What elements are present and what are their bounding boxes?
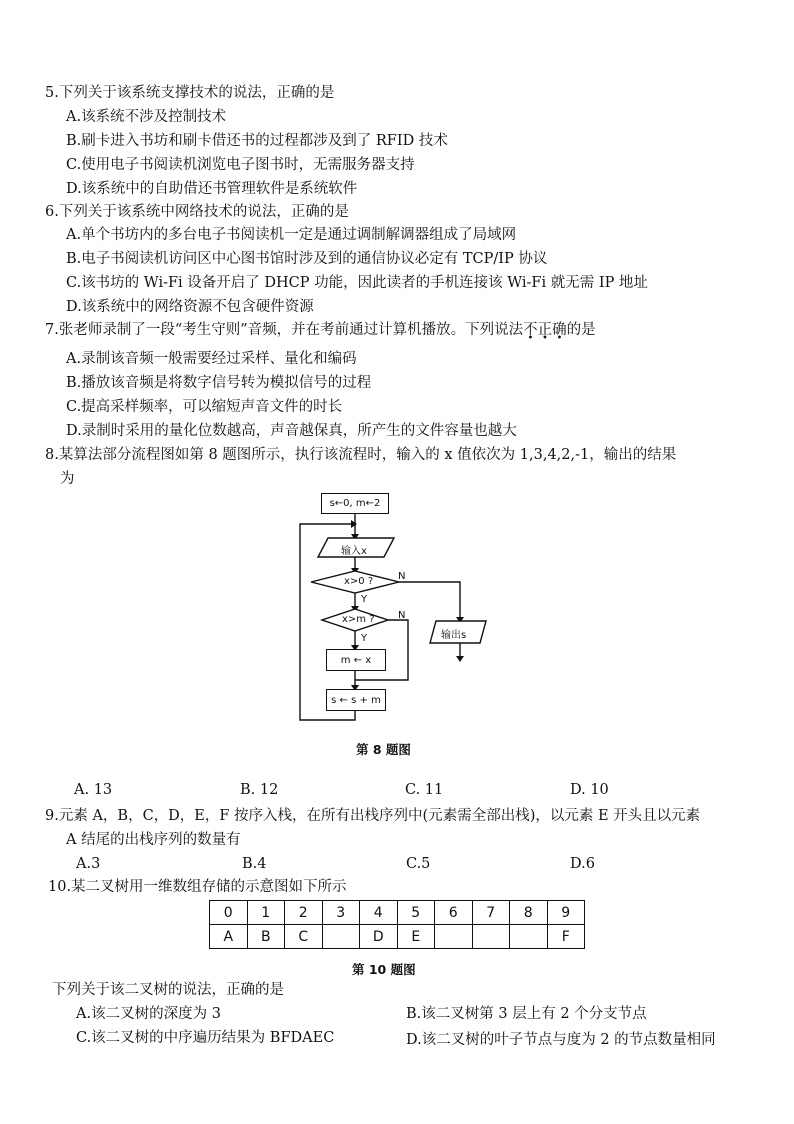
flowchart-connectors	[290, 490, 490, 730]
value-cell: C	[285, 925, 323, 949]
flow-output: 输出s	[441, 630, 467, 641]
emphasis-char: 正	[537, 322, 553, 338]
index-cell: 2	[285, 901, 323, 925]
value-cell	[435, 925, 473, 949]
q9-answer-d: D.6	[570, 856, 595, 872]
value-cell	[472, 925, 510, 949]
q8-answer-b: B. 12	[240, 782, 279, 798]
q9-answer-a: A.3	[76, 856, 101, 872]
q7-stem-part-b: 的是	[566, 322, 596, 338]
value-cell: B	[247, 925, 285, 949]
flow-cond1: x>0 ?	[344, 576, 374, 587]
q9-stem-line1: 9.元素 A，B，C，D，E，F 按序入栈，在所有出栈序列中(元素需全部出栈)，以元素 E 开头且以元素	[45, 808, 701, 824]
q5-option-b: B.刷卡进入书坊和刷卡借还书的过程都涉及到了 RFID 技术	[66, 133, 448, 149]
q8-answer-a: A. 13	[74, 782, 113, 798]
array-table	[209, 900, 585, 949]
q10-figure-caption: 第 10 题图	[352, 962, 416, 977]
index-cell: 9	[547, 901, 585, 925]
flow-label-y1: Y	[361, 594, 368, 605]
array-index-row	[210, 901, 585, 925]
q7-stem-part-a: 7.张老师录制了一段“考生守则”音频，并在考前通过计算机播放。下列说法	[45, 322, 524, 338]
flow-label-y2: Y	[361, 633, 368, 644]
index-cell: 0	[210, 901, 248, 925]
q7-option-d: D.录制时采用的量化位数越高，声音越保真，所产生的文件容量也越大	[66, 423, 517, 439]
q6-option-d: D.该系统中的网络资源不包含硬件资源	[66, 299, 314, 315]
flow-assign-m: m ← x	[326, 649, 386, 671]
q7-option-a: A.录制该音频一般需要经过采样、量化和编码	[66, 351, 357, 367]
q6-option-a: A.单个书坊内的多台电子书阅读机一定是通过调制解调器组成了局域网	[66, 227, 517, 243]
q10-option-a: A.该二叉树的深度为 3	[76, 1006, 221, 1022]
flow-init-box: s←0, m←2	[321, 493, 389, 514]
q8-stem-line2: 为	[60, 471, 75, 487]
q6-stem: 6.下列关于该系统中网络技术的说法，正确的是	[45, 204, 349, 220]
index-cell: 6	[435, 901, 473, 925]
flow-input: 输入x	[341, 546, 367, 557]
index-cell: 8	[510, 901, 548, 925]
q9-answer-b: B.4	[242, 856, 267, 872]
q7-option-c: C.提高采样频率，可以缩短声音文件的时长	[66, 399, 343, 415]
emphasis-char: 不	[523, 322, 538, 338]
q7-emphasis	[523, 322, 567, 338]
value-cell: D	[360, 925, 398, 949]
q8-figure-caption: 第 8 题图	[356, 742, 411, 757]
q9-answer-c: C.5	[406, 856, 431, 872]
value-cell: E	[397, 925, 435, 949]
q5-option-c: C.使用电子书阅读机浏览电子图书时，无需服务器支持	[66, 157, 415, 173]
q5-stem: 5.下列关于该系统支撑技术的说法，正确的是	[45, 85, 335, 101]
q10-option-c: C.该二叉树的中序遍历结果为 BFDAEC	[76, 1030, 335, 1046]
q8-answer-d: D. 10	[570, 782, 609, 798]
index-cell: 1	[247, 901, 285, 925]
emphasis-char: 确	[552, 322, 567, 338]
q6-option-c: C.该书坊的 Wi-Fi 设备开启了 DHCP 功能，因此读者的手机连接该 Wi-Fi 就无需 IP 地址	[66, 275, 648, 291]
q5-option-d: D.该系统中的自助借还书管理软件是系统软件	[66, 181, 358, 197]
array-value-row	[210, 925, 585, 949]
index-cell: 4	[360, 901, 398, 925]
q10-sub-stem: 下列关于该二叉树的说法，正确的是	[52, 982, 284, 998]
flow-label-n1: N	[398, 571, 406, 582]
q8-stem-line1: 8.某算法部分流程图如第 8 题图所示，执行该流程时，输入的 x 值依次为 1,3,4,2,-1，输出的结果	[45, 447, 677, 463]
q10-option-d: D.该二叉树的叶子节点与度为 2 的节点数量相同	[406, 1032, 716, 1048]
flow-assign-s: s ← s + m	[326, 689, 386, 711]
q5-option-a: A.该系统不涉及控制技术	[66, 109, 227, 125]
q8-answer-c: C. 11	[405, 782, 444, 798]
index-cell: 5	[397, 901, 435, 925]
q7-stem	[45, 320, 596, 340]
q6-option-b: B.电子书阅读机访问区中心图书馆时涉及到的通信协议必定有 TCP/IP 协议	[66, 251, 548, 267]
index-cell: 7	[472, 901, 510, 925]
q7-option-b: B.播放该音频是将数字信号转为模拟信号的过程	[66, 375, 372, 391]
index-cell: 3	[322, 901, 360, 925]
value-cell: A	[210, 925, 248, 949]
q9-stem-line2: A 结尾的出栈序列的数量有	[66, 832, 241, 848]
q10-option-b: B.该二叉树第 3 层上有 2 个分支节点	[406, 1006, 647, 1022]
value-cell	[510, 925, 548, 949]
flow-cond2: x>m ?	[342, 614, 375, 625]
flow-label-n2: N	[398, 610, 406, 621]
value-cell: F	[547, 925, 585, 949]
q10-stem: 10.某二叉树用一维数组存储的示意图如下所示	[48, 879, 347, 895]
value-cell	[322, 925, 360, 949]
